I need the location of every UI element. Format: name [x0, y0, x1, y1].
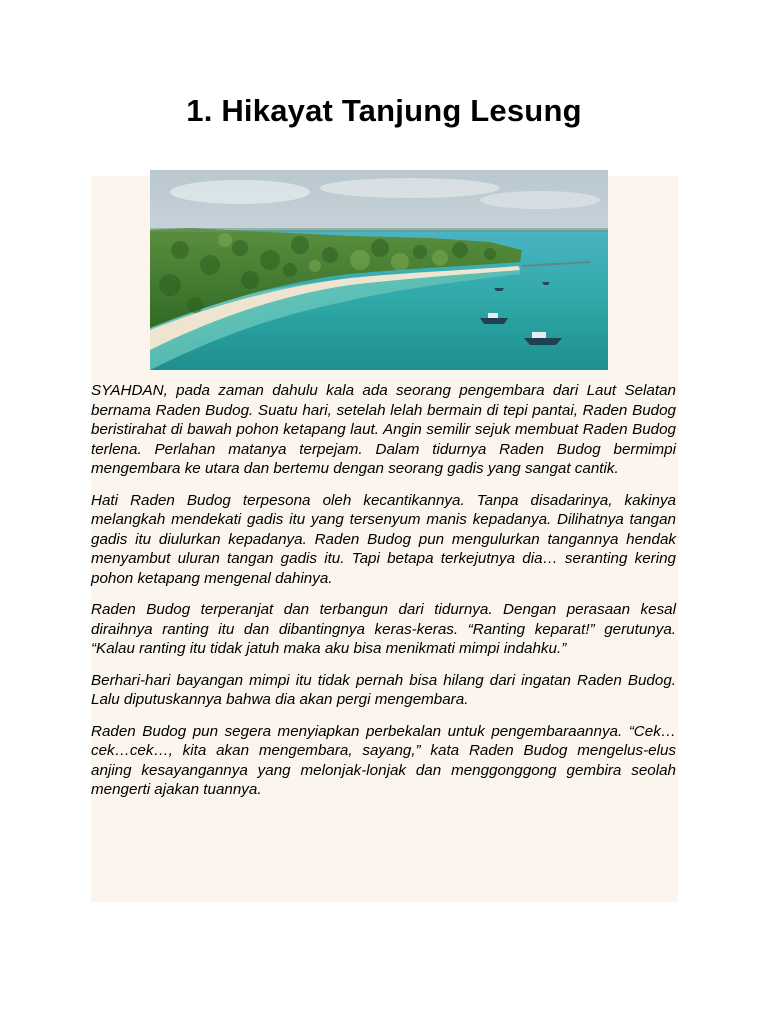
paragraph: Raden Budog terperanjat dan terbangun dari tidurnya. Dengan perasaan kesal diraihnya ranting itu dan dibantingnya keras-keras. “Ranting keparat!” gerutunya. “Kalau ranting itu tidak jatuh maka aku bisa menikmati mimpi indahku.”: [91, 601, 676, 657]
paragraph: Raden Budog pun segera menyiapkan perbekalan untuk pengembaraannya. “Cek…cek…cek…, kita akan mengembara, sayang,” kata Raden Budog mengelus-elus anjing kesayangannya yang melonjak-lonjak dan menggonggong gembira seolah mengerti ajakan tuannya.: [91, 722, 676, 798]
paragraph: Berhari-hari bayangan mimpi itu tidak pernah bisa hilang dari ingatan Raden Budog. Lalu diputuskannya bahwa dia akan pergi mengembara.: [91, 671, 676, 708]
coastal-aerial-photo: [150, 170, 608, 370]
story-text: [91, 381, 676, 812]
paragraph: SYAHDAN, pada zaman dahulu kala ada seorang pengembara dari Laut Selatan bernama Raden Budog. Suatu hari, setelah lelah bermain di tepi pantai, Raden Budog beristirahat di bawah pohon ketapang laut. Angin semilir sejuk membuat Raden Budog terlena. Perlahan matanya terpejam. Dalam tidurnya Raden Budog bermimpi mengembara ke utara dan bertemu dengan seorang gadis yang sangat cantik.: [91, 382, 676, 477]
page-title: 1. Hikayat Tanjung Lesung: [186, 93, 582, 128]
paragraph: Hati Raden Budog terpesona oleh kecantikannya. Tanpa disadarinya, kakinya melangkah mendekati gadis itu yang tersenyum manis kepadanya. Dilihatnya tangan gadis itu diulurkan kepadanya. Raden Budog pun mengulurkan tangannya hendak menyambut uluran tangan gadis itu. Tapi betapa terkejutnya dia… seranting kering pohon ketapang mengenal dahinya.: [91, 491, 676, 587]
